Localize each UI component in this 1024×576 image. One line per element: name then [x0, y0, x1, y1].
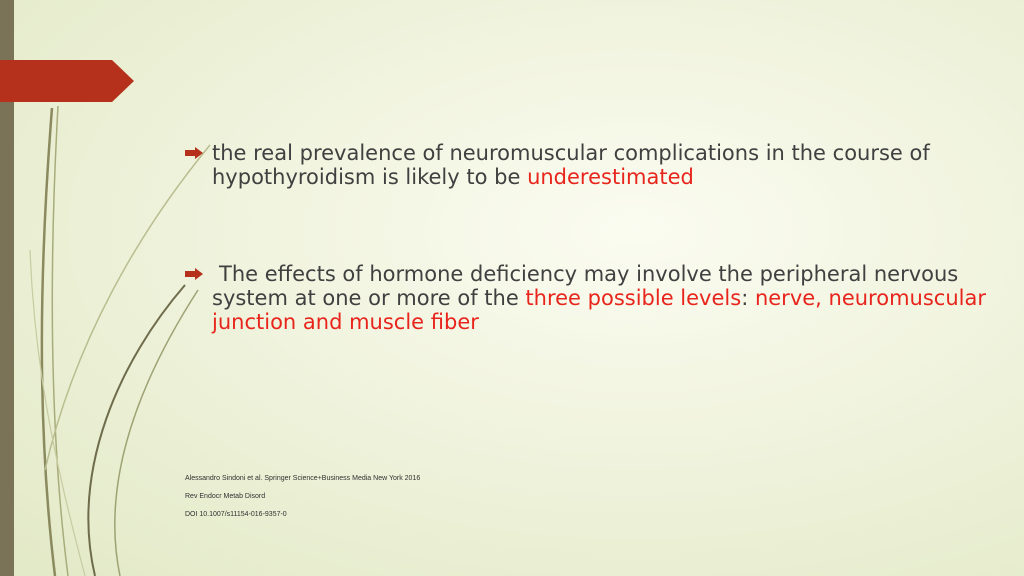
arrow-right-icon	[185, 147, 203, 159]
highlight-levels-list: nerve, neuromuscular junction and muscle fiber	[212, 286, 986, 334]
bullet-text-plain: the real prevalence of neuromuscular complications in the course of hypothyroidism is likely to be	[212, 141, 930, 189]
reference-journal: Rev Endocr Metab Disord	[185, 493, 266, 500]
reference-authors: Alessandro Sindoni et al. Springer Science+Business Media New York 2016	[185, 475, 421, 482]
highlight-three-levels: three possible levels	[525, 286, 742, 310]
references	[185, 474, 420, 528]
reference-doi: DOI 10.1007/s11154-016-9357-0	[185, 511, 287, 518]
arrow-right-icon	[185, 268, 203, 280]
bullet-text-plain-1: The effects of hormone deficiency may involve the peripheral nervous system at one or more of the	[212, 262, 959, 310]
bullet-text	[212, 262, 1002, 334]
bullet-text-plain-2: :	[741, 286, 755, 310]
highlight-underestimated: underestimated	[527, 165, 694, 189]
bullet-text	[212, 141, 1002, 189]
